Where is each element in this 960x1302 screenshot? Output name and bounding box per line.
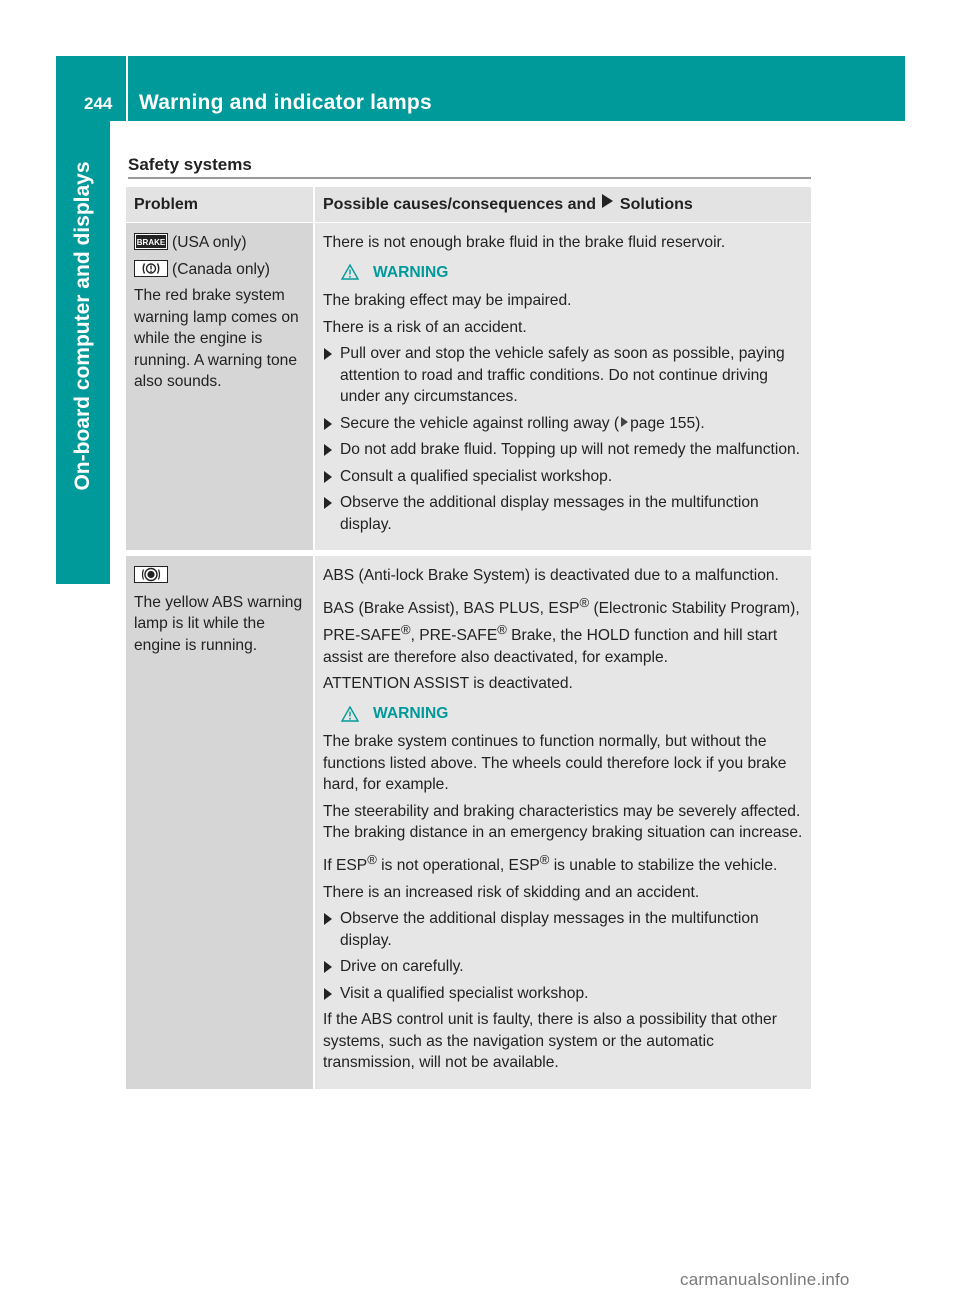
action-text: Pull over and stop the vehicle safely as soon as possible, paying attention to road and traffic conditions. Do not continue driving under any circumstances. [340, 345, 785, 405]
action-arrow-icon [324, 471, 332, 483]
solution-cell [314, 223, 811, 554]
header-divider [126, 56, 128, 121]
safety-systems-table [126, 187, 811, 1089]
action-item [323, 466, 803, 488]
action-arrow-icon [324, 444, 332, 456]
solution-cell [314, 553, 811, 1089]
abs-warning-lamp-icon [134, 566, 168, 583]
lamp-usa [134, 232, 305, 254]
cause-text-2 [323, 592, 803, 669]
page-ref-arrow-icon [621, 417, 628, 427]
warning-label: WARNING [373, 263, 449, 281]
warning-triangle-icon [341, 706, 359, 722]
closing-text: If the ABS control unit is faulty, there is also a possibility that other systems, such as the navigation system or the automatic transmission, will not be available. [323, 1011, 777, 1072]
header-problem: Problem [126, 187, 314, 223]
cause-text: ATTENTION ASSIST is deactivated. [323, 675, 573, 693]
registered-mark: ® [367, 851, 377, 867]
warning-segment: If ESP [323, 857, 368, 875]
problem-description: The yellow ABS warning lamp is lit while the engine is running. [134, 593, 303, 654]
header-solutions-prefix: Possible causes/consequences and [323, 195, 597, 213]
section-title: Safety systems [128, 155, 252, 174]
action-arrow-icon [324, 348, 332, 360]
brake-circle-lamp-icon [134, 260, 168, 277]
action-arrow-icon [324, 961, 332, 973]
problem-description: The red brake system warning lamp comes on while the engine is running. A warning tone also sounds. [134, 287, 299, 390]
lamp-usa-label: (USA only) [172, 234, 247, 251]
action-item [323, 439, 803, 461]
cause-segment: BAS (Brake Assist), BAS PLUS, ESP [323, 599, 580, 617]
cause-segment: , PRE-SAFE [410, 627, 498, 645]
registered-mark: ® [400, 622, 411, 638]
header-bar [56, 56, 905, 121]
action-arrow-icon [324, 497, 332, 509]
action-text: Do not add brake fluid. Topping up will not remedy the malfunction. [340, 441, 800, 458]
action-text: Consult a qualified specialist workshop. [340, 467, 613, 485]
warning-segment: is not operational, ESP [376, 857, 540, 875]
action-item [323, 343, 803, 408]
problem-cell [126, 553, 314, 1089]
header-solutions-suffix: Solutions [619, 195, 693, 213]
action-text: Observe the additional display messages in the multifunction display. [340, 494, 759, 533]
registered-mark: ® [579, 594, 590, 610]
warning-text-esp [323, 849, 803, 877]
warning-segment: is unable to stabilize the vehicle. [549, 857, 778, 875]
lamp-canada [134, 259, 305, 281]
warning-text: The brake system continues to function normally, but without the functions listed above. The wheels could therefore lock if you brake hard, for example. [323, 733, 787, 794]
watermark: carmanualsonline.info [680, 1270, 850, 1289]
warning-text: There is a risk of an accident. [323, 318, 527, 336]
header-solutions [314, 187, 811, 223]
cause-text: There is not enough brake fluid in the brake fluid reservoir. [323, 234, 726, 251]
registered-mark: ® [539, 851, 550, 867]
action-text: Observe the additional display messages in the multifunction display. [340, 910, 759, 949]
lamp-abs [134, 565, 305, 587]
side-tab [56, 121, 110, 584]
warning-text: The braking effect may be impaired. [323, 292, 572, 309]
action-arrow-icon [324, 418, 332, 430]
svg-text:BRAKE: BRAKE [136, 238, 166, 247]
warning-heading [341, 262, 803, 284]
table-row [126, 223, 811, 554]
registered-mark: ® [497, 622, 507, 638]
table-header-row [126, 187, 811, 223]
side-label: On-board computer and displays [71, 161, 94, 491]
warning-text: The steerability and braking characteristics may be severely affected. The braking distance in an emergency braking situation can increase. [323, 802, 803, 842]
side-label-wrap [56, 121, 110, 531]
action-text: Visit a qualified specialist workshop. [340, 984, 589, 1002]
warning-text: There is an increased risk of skidding and an accident. [323, 883, 700, 901]
action-arrow-icon [324, 988, 332, 1000]
cause-segment: (Electronic Stability Program), PRE-SAFE [323, 599, 800, 645]
cause-segment: Brake, the HOLD function and hill start assist are therefore also deactivated, for example. [323, 627, 778, 666]
warning-label: WARNING [373, 704, 449, 722]
section-rule [128, 177, 811, 179]
lamp-canada-label: (Canada only) [172, 260, 270, 278]
warning-heading [341, 703, 803, 725]
cause-text: ABS (Anti-lock Brake System) is deactivated due to a malfunction. [323, 567, 779, 584]
action-item [323, 983, 803, 1005]
brake-warning-lamp-icon [134, 233, 168, 250]
action-item [323, 413, 803, 435]
page-number: 244 [84, 94, 113, 113]
warning-triangle-icon [341, 264, 359, 280]
page-ref-link[interactable]: page 155). [630, 414, 705, 432]
action-item [323, 908, 803, 951]
action-text: Drive on carefully. [340, 958, 464, 976]
table-row [126, 553, 811, 1089]
action-item [323, 956, 803, 978]
action-item [323, 492, 803, 535]
action-arrow-icon [324, 913, 332, 925]
problem-cell [126, 223, 314, 554]
solution-arrow-icon [602, 194, 613, 208]
chapter-title: Warning and indicator lamps [139, 91, 432, 114]
action-text: Secure the vehicle against rolling away ( [340, 414, 620, 432]
